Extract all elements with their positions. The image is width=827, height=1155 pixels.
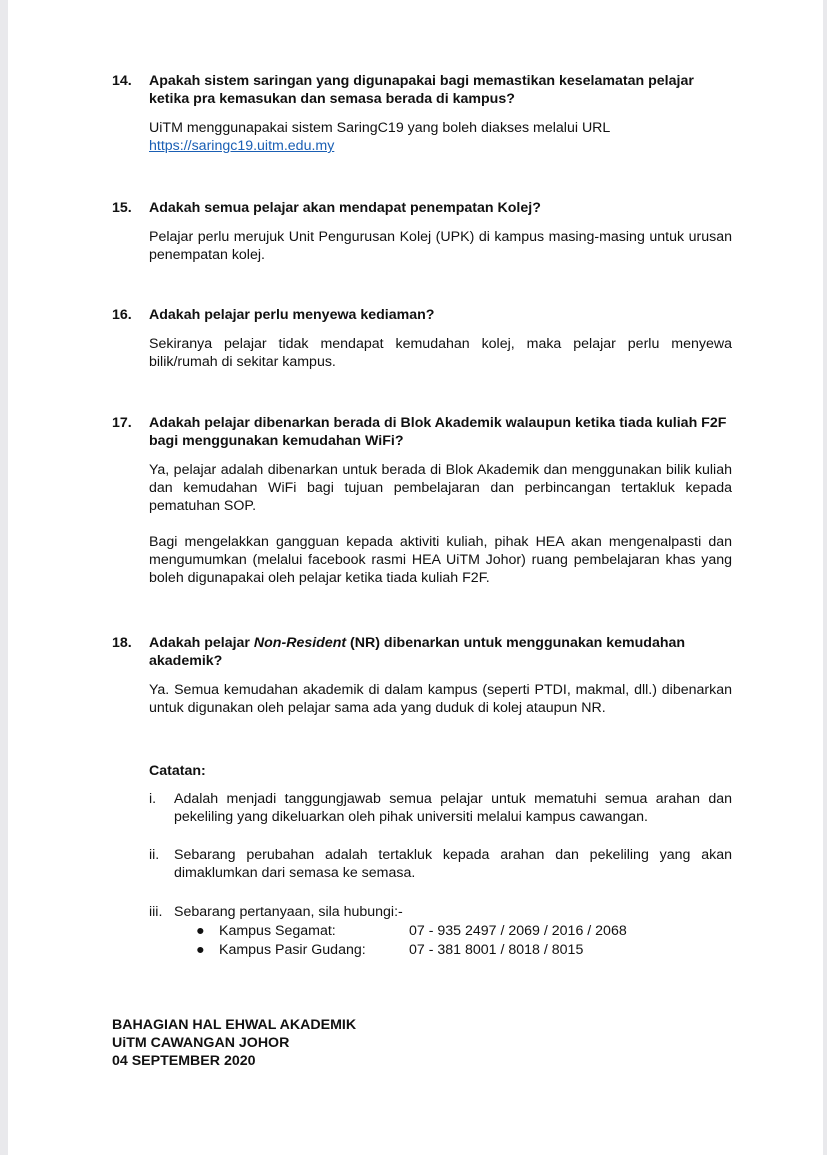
- faq-item-14: [112, 72, 732, 155]
- question-title: Apakah sistem saringan yang digunapakai bagi memastikan keselamatan pelajar ketika pra kemasukan dan semasa berada di kampus?: [149, 73, 694, 107]
- faq-item-16: [112, 306, 732, 371]
- question-title: [149, 634, 732, 670]
- note-numeral: i.: [149, 791, 157, 807]
- faq-item-18: [112, 634, 732, 717]
- campus-phone: 07 - 381 8001 / 8018 / 8015: [409, 942, 584, 958]
- note-text: Sebarang perubahan adalah tertakluk kepada arahan dan pekeliling yang akan dimaklumkan dari semasa ke semasa.: [174, 847, 732, 881]
- answer-text: [149, 119, 732, 155]
- bullet-icon: ●: [196, 942, 205, 958]
- campus-name: Kampus Pasir Gudang:: [219, 942, 366, 958]
- title-part: Adakah pelajar: [149, 635, 254, 651]
- answer-text: Bagi mengelakkan gangguan kepada aktiviti kuliah, pihak HEA akan mengenalpasti dan mengumumkan (melalui facebook rasmi HEA UiTM Johor) ruang pembelajaran khas yang boleh digunapakai oleh pelajar ketika tiada kuliah F2F.: [149, 534, 732, 586]
- question-number: 18.: [112, 635, 132, 651]
- title-italic: Non-Resident: [253, 635, 347, 651]
- campus-name: Kampus Segamat:: [219, 923, 336, 939]
- department-name: BAHAGIAN HAL EHWAL AKADEMIK: [112, 1017, 357, 1033]
- question-title: Adakah pelajar dibenarkan berada di Blok Akademik walaupun ketika tiada kuliah F2F bagi menggunakan kemudahan WiFi?: [149, 415, 727, 449]
- document-page: [8, 0, 823, 1155]
- title-part: (NR) dibenarkan untuk menggunakan kemudahan akademik?: [149, 635, 686, 669]
- campus-phone: 07 - 935 2497 / 2069 / 2016 / 2068: [409, 923, 627, 939]
- note-numeral: ii.: [149, 847, 160, 863]
- question-number: 14.: [112, 73, 132, 89]
- answer-body: UiTM menggunapakai sistem SaringC19 yang boleh diakses melalui URL: [149, 120, 611, 136]
- answer-text: Sekiranya pelajar tidak mendapat kemudahan kolej, maka pelajar perlu menyewa bilik/rumah di sekitar kampus.: [149, 336, 732, 370]
- notes-title: Catatan:: [149, 763, 206, 779]
- answer-text: Ya. Semua kemudahan akademik di dalam kampus (seperti PTDI, makmal, dll.) dibenarkan untuk digunakan oleh pelajar sama ada yang duduk di kolej ataupun NR.: [149, 682, 732, 716]
- document-date: 04 SEPTEMBER 2020: [112, 1053, 256, 1069]
- note-item: [112, 846, 732, 882]
- question-number: 17.: [112, 415, 132, 431]
- note-numeral: iii.: [149, 904, 163, 920]
- note-item: [112, 903, 732, 921]
- note-item: [112, 790, 732, 826]
- question-title: Adakah pelajar perlu menyewa kediaman?: [149, 307, 435, 323]
- signature-block: [112, 1016, 356, 1070]
- note-text: Sebarang pertanyaan, sila hubungi:-: [174, 904, 403, 920]
- saringc19-link[interactable]: https://saringc19.uitm.edu.my: [149, 138, 335, 154]
- question-number: 15.: [112, 200, 132, 216]
- answer-text: Pelajar perlu merujuk Unit Pengurusan Kolej (UPK) di kampus masing-masing untuk urusan penempatan kolej.: [149, 229, 732, 263]
- bullet-icon: ●: [196, 923, 205, 939]
- answer-text: Ya, pelajar adalah dibenarkan untuk berada di Blok Akademik dan menggunakan bilik kuliah dan kemudahan WiFi bagi tujuan pembelajaran dan perbincangan tertakluk kepada pematuhan SOP.: [149, 462, 732, 514]
- question-number: 16.: [112, 307, 132, 323]
- branch-name: UiTM CAWANGAN JOHOR: [112, 1035, 290, 1051]
- question-title: Adakah semua pelajar akan mendapat penempatan Kolej?: [149, 200, 541, 216]
- note-text: Adalah menjadi tanggungjawab semua pelajar untuk mematuhi semua arahan dan pekeliling yang dikeluarkan oleh pihak universiti melalui kampus cawangan.: [174, 791, 732, 825]
- faq-item-17: [112, 414, 732, 587]
- faq-item-15: [112, 199, 732, 264]
